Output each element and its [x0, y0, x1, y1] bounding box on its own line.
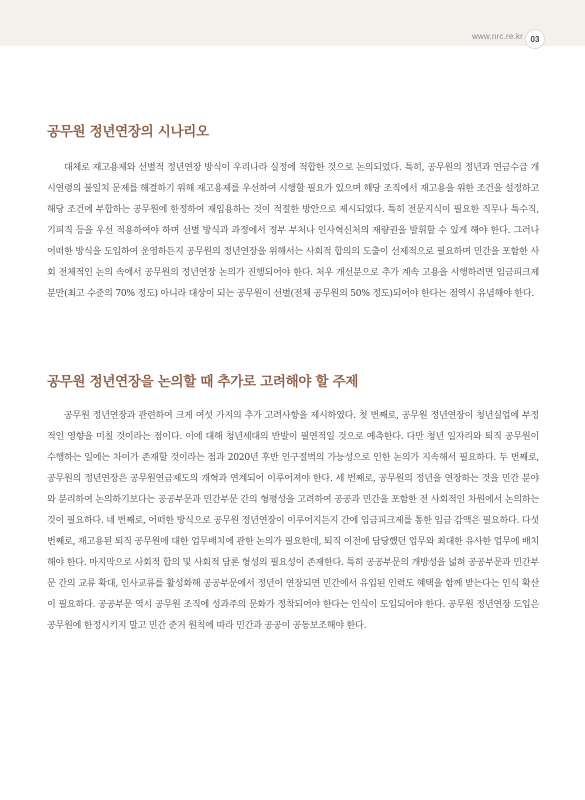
site-url[interactable]: www.nrc.re.kr: [471, 32, 523, 41]
section-scenarios: [47, 120, 539, 305]
section-title: 공무원 정년연장의 시나리오: [47, 124, 209, 140]
section-title: 공무원 정년연장을 논의할 때 추가로 고려해야 할 주제: [47, 374, 359, 390]
section-body: 대체로 재고용제와 선별적 정년연장 방식이 우리나라 실정에 적합한 것으로 논의되었다. 특히, 공무원의 정년과 연금수급 개시연령의 불일치 문제를 해결하기 위해 재고용제를 우선하여 시행할 필요가 있으며 해당 조직에서 재고용을 위한 조건을 설정하고 해당 조건에 부합하는 공무원에 한정하여 재임용하는 것이 적절한 방안으로 제시되었다. 특히 전문지식이 필요한 직무나 특수직, 기피직 등을 우선 적용하여야 하며 선별 방식과 과정에서 정부 부처나 인사혁신처의 재량권을 발휘할 수 있게 해야 한다. 그러나 어떠한 방식을 도입하여 운영하든지 공무원의 정년연장을 위해서는 사회적 합의의 도출이 선제적으로 필요하며 민간을 포함한 사회 전체적인 논의 속에서 공무원의 정년연장 논의가 진행되어야 한다. 처우 개선분으로 추가 계속 고용을 시행하려면 임금피크제 분만(최고 수준의 70% 정도) 아니라 대상이 되는 공무원이 선별(전체 공무원의 50% 정도)되어야 한다는 점역시 유념해야 한다.: [47, 163, 539, 299]
page-number-badge: 03: [525, 29, 545, 49]
section-body: 공무원 정년연장과 관련하여 크게 여섯 가지의 추가 고려사항을 제시하였다. 첫 번째로, 공무원 정년연장이 청년실업에 부정적인 영향을 미칠 것이라는 점이다. 이에 대해 청년세대의 반발이 필연적일 것으로 예측한다. 다만 청년 일자리와 퇴직 공무원이 수행하는 일에는 차이가 존재할 것이라는 점과 2020년 후반 인구절벽의 가능성으로 인한 논의가 지속해서 필요하다. 두 번째로, 공무원의 정년연장은 공무원연금제도의 개혁과 연계되어 이루어져야 한다. 세 번째로, 공무원의 정년을 연장하는 것을 민간 분야와 분리하여 논의하기보다는 공공부문과 민간부문 간의 형평성을 고려하여 공공과 민간을 포함한 전 사회적인 차원에서 논의하는 것이 필요하다. 네 번째로, 어떠한 방식으로 공무원 정년연장이 이루어지든지 간에 임금피크제를 통한 임금 감액은 필요하다. 다섯 번째로, 재고용된 퇴직 공무원에 대한 업무배치에 관한 논의가 필요한데, 퇴직 이전에 담당했던 업무와 최대한 유사한 업무에 배치해야 한다. 마지막으로 사회적 합의 및 사회적 담론 형성의 필요성이 존재한다. 특히 공공부문의 개방성을 넓혀 공공부문과 민간부문 간의 교류 확대, 인사교류를 활성화해 공공부문에서 정년이 연장되면 민간에서 유입된 인력도 혜택을 함께 받는다는 인식 확산이 필요하다. 공공부문 역시 공무원 조직에 성과주의 문화가 정착되어야 한다는 인식이 도입되어야 한다. 공무원 정년연장 도입은 공무원에 한정시키지 말고 민간 준거 원칙에 따라 민간과 공공이 공동보조해야 한다.: [47, 411, 539, 631]
header-band: [0, 0, 585, 46]
section-additional-topics: [47, 370, 539, 637]
